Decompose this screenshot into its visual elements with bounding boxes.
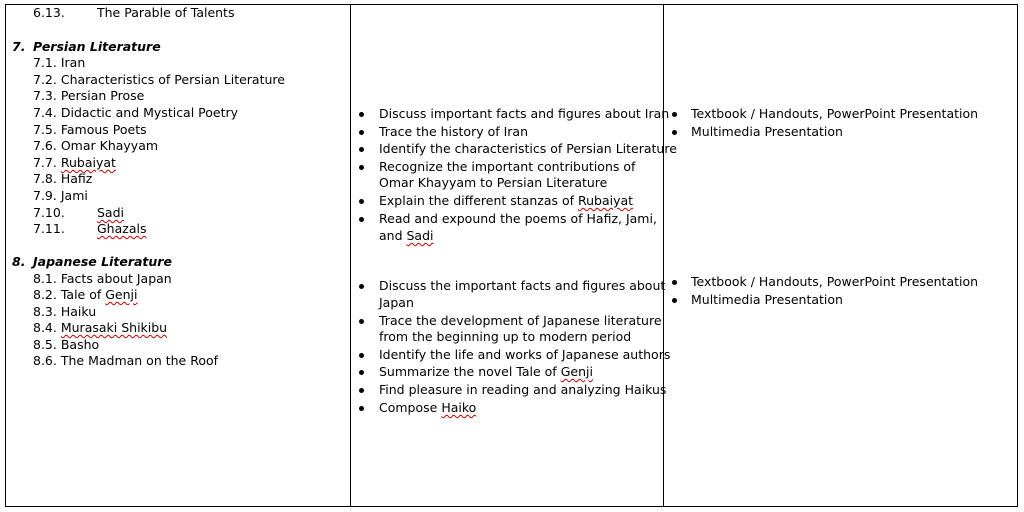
topic-item: 7.8. Hafiz (33, 171, 93, 186)
objective-item: Discuss the important facts and figures about (379, 278, 666, 293)
topic-item: 7.7. Rubaiyat (33, 155, 116, 170)
objective-item-continued: Japan (379, 295, 414, 310)
topic-item: 8.6. The Madman on the Roof (33, 353, 219, 368)
objective-item-continued: Omar Khayyam to Persian Literature (379, 175, 608, 190)
section-title-japanese: Japanese Literature (33, 254, 172, 269)
item-number: 7.11. (33, 221, 65, 236)
objective-item: Identify the characteristics of Persian Literature (379, 141, 677, 156)
item-number: 6.13. (33, 5, 65, 20)
column-divider (663, 5, 664, 506)
bullet-icon (359, 370, 364, 375)
bullet-icon (672, 298, 677, 303)
topic-item: 7.4. Didactic and Mystical Poetry (33, 105, 239, 120)
item-text: Ghazals (97, 221, 147, 236)
bullet-icon (359, 112, 364, 117)
objective-item: Recognize the important contributions of (379, 159, 636, 174)
objective-item: Discuss important facts and figures about Iran (379, 106, 670, 121)
item-text: The Parable of Talents (97, 5, 235, 20)
topic-item: 7.5. Famous Poets (33, 122, 147, 137)
bullet-icon (359, 217, 364, 222)
objective-item: Trace the history of Iran (379, 124, 529, 139)
objective-item: Compose Haiko (379, 400, 477, 415)
bullet-icon (672, 280, 677, 285)
topic-item: 8.3. Haiku (33, 304, 97, 319)
objective-item: Explain the different stanzas of Rubaiyat (379, 193, 634, 208)
topic-item: 7.9. Jami (33, 188, 88, 203)
topic-item: 7.6. Omar Khayyam (33, 138, 159, 153)
bullet-icon (359, 406, 364, 411)
item-number: 7.10. (33, 205, 65, 220)
objective-item: Identify the life and works of Japanese authors (379, 347, 671, 362)
section-number: 8. (12, 254, 26, 269)
topic-item: 8.5. Basho (33, 337, 100, 352)
bullet-icon (359, 284, 364, 289)
bullet-icon (359, 165, 364, 170)
material-item: Multimedia Presentation (691, 292, 843, 307)
bullet-icon (359, 130, 364, 135)
objective-item-continued: and Sadi (379, 228, 434, 243)
topic-item: 7.3. Persian Prose (33, 88, 145, 103)
topic-item: 7.1. Iran (33, 55, 86, 70)
bullet-icon (359, 147, 364, 152)
topic-item: 8.4. Murasaki Shikibu (33, 320, 168, 335)
bullet-icon (359, 353, 364, 358)
topic-item: 8.1. Facts about Japan (33, 271, 172, 286)
bullet-icon (359, 388, 364, 393)
objective-item: Trace the development of Japanese literature (379, 313, 662, 328)
objective-item-continued: from the beginning up to modern period (379, 329, 632, 344)
objective-item: Read and expound the poems of Hafiz, Jami, (379, 211, 657, 226)
material-item: Textbook / Handouts, PowerPoint Presentation (691, 106, 979, 121)
bullet-icon (672, 112, 677, 117)
topic-item: 8.2. Tale of Genji (33, 287, 138, 302)
item-text: Sadi (97, 205, 125, 220)
bullet-icon (672, 130, 677, 135)
material-item: Textbook / Handouts, PowerPoint Presentation (691, 274, 979, 289)
topic-item: 7.2. Characteristics of Persian Literature (33, 72, 285, 87)
bullet-icon (359, 199, 364, 204)
material-item: Multimedia Presentation (691, 124, 843, 139)
column-divider (350, 5, 351, 506)
objective-item: Summarize the novel Tale of Genji (379, 364, 593, 379)
section-number: 7. (12, 39, 26, 54)
objective-item: Find pleasure in reading and analyzing Haikus (379, 382, 667, 397)
section-title-persian: Persian Literature (33, 39, 161, 54)
bullet-icon (359, 319, 364, 324)
